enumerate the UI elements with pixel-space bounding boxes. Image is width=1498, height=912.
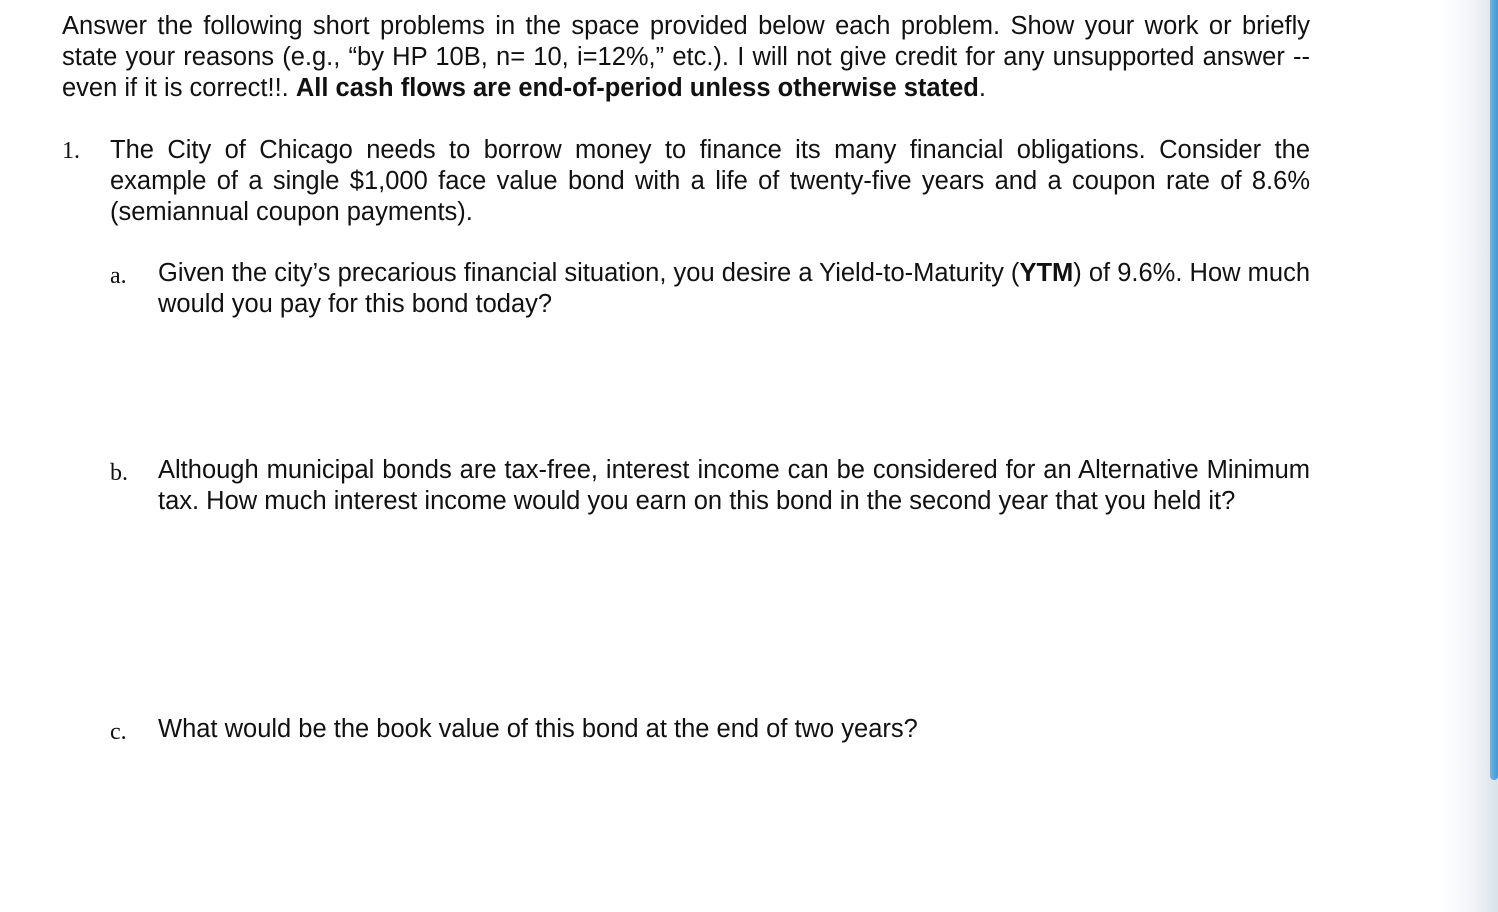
instructions-paragraph: [62, 11, 1310, 104]
question-1a-text-before: Given the city’s precarious financial situation, you desire a Yield-to-Maturity (: [158, 259, 1020, 287]
instructions-text: Answer the following short problems in the space provided below each problem. Show your work or briefly state your reasons (e.g., “by HP 10B, n= 10, i=12%,” etc.). I will not give credit for any unsupported answer -- even if it is correct!!.: [62, 12, 1310, 102]
question-1b-text: Although municipal bonds are tax-free, interest income can be considered for an Alternative Minimum tax. How much interest income would you earn on this bond in the second year that you held it?: [158, 456, 1310, 515]
question-1b-label: b.: [110, 460, 128, 486]
question-1-number: 1.: [62, 138, 80, 164]
question-1a-text-after: ) of 9.6%. How much would you pay for this bond today?: [158, 259, 1311, 318]
instructions-bold-text: All cash flows are end-of-period unless otherwise stated: [295, 74, 979, 102]
scrollbar-accent[interactable]: [1490, 0, 1498, 780]
question-1a-ytm-bold: YTM: [1019, 259, 1074, 287]
question-1a-text: [158, 258, 1310, 320]
instructions-end-period: .: [978, 74, 986, 102]
question-1-text: The City of Chicago needs to borrow money to finance its many financial obligations. Consider the example of a single $1,000 face value bond with a life of twenty-five years and a coupon rate of 8.6% (semiannual coupon payments).: [110, 136, 1310, 226]
question-1a-label: a.: [110, 263, 127, 289]
question-1c-text: What would be the book value of this bond at the end of two years?: [158, 715, 918, 743]
question-1c-label: c.: [110, 719, 127, 745]
